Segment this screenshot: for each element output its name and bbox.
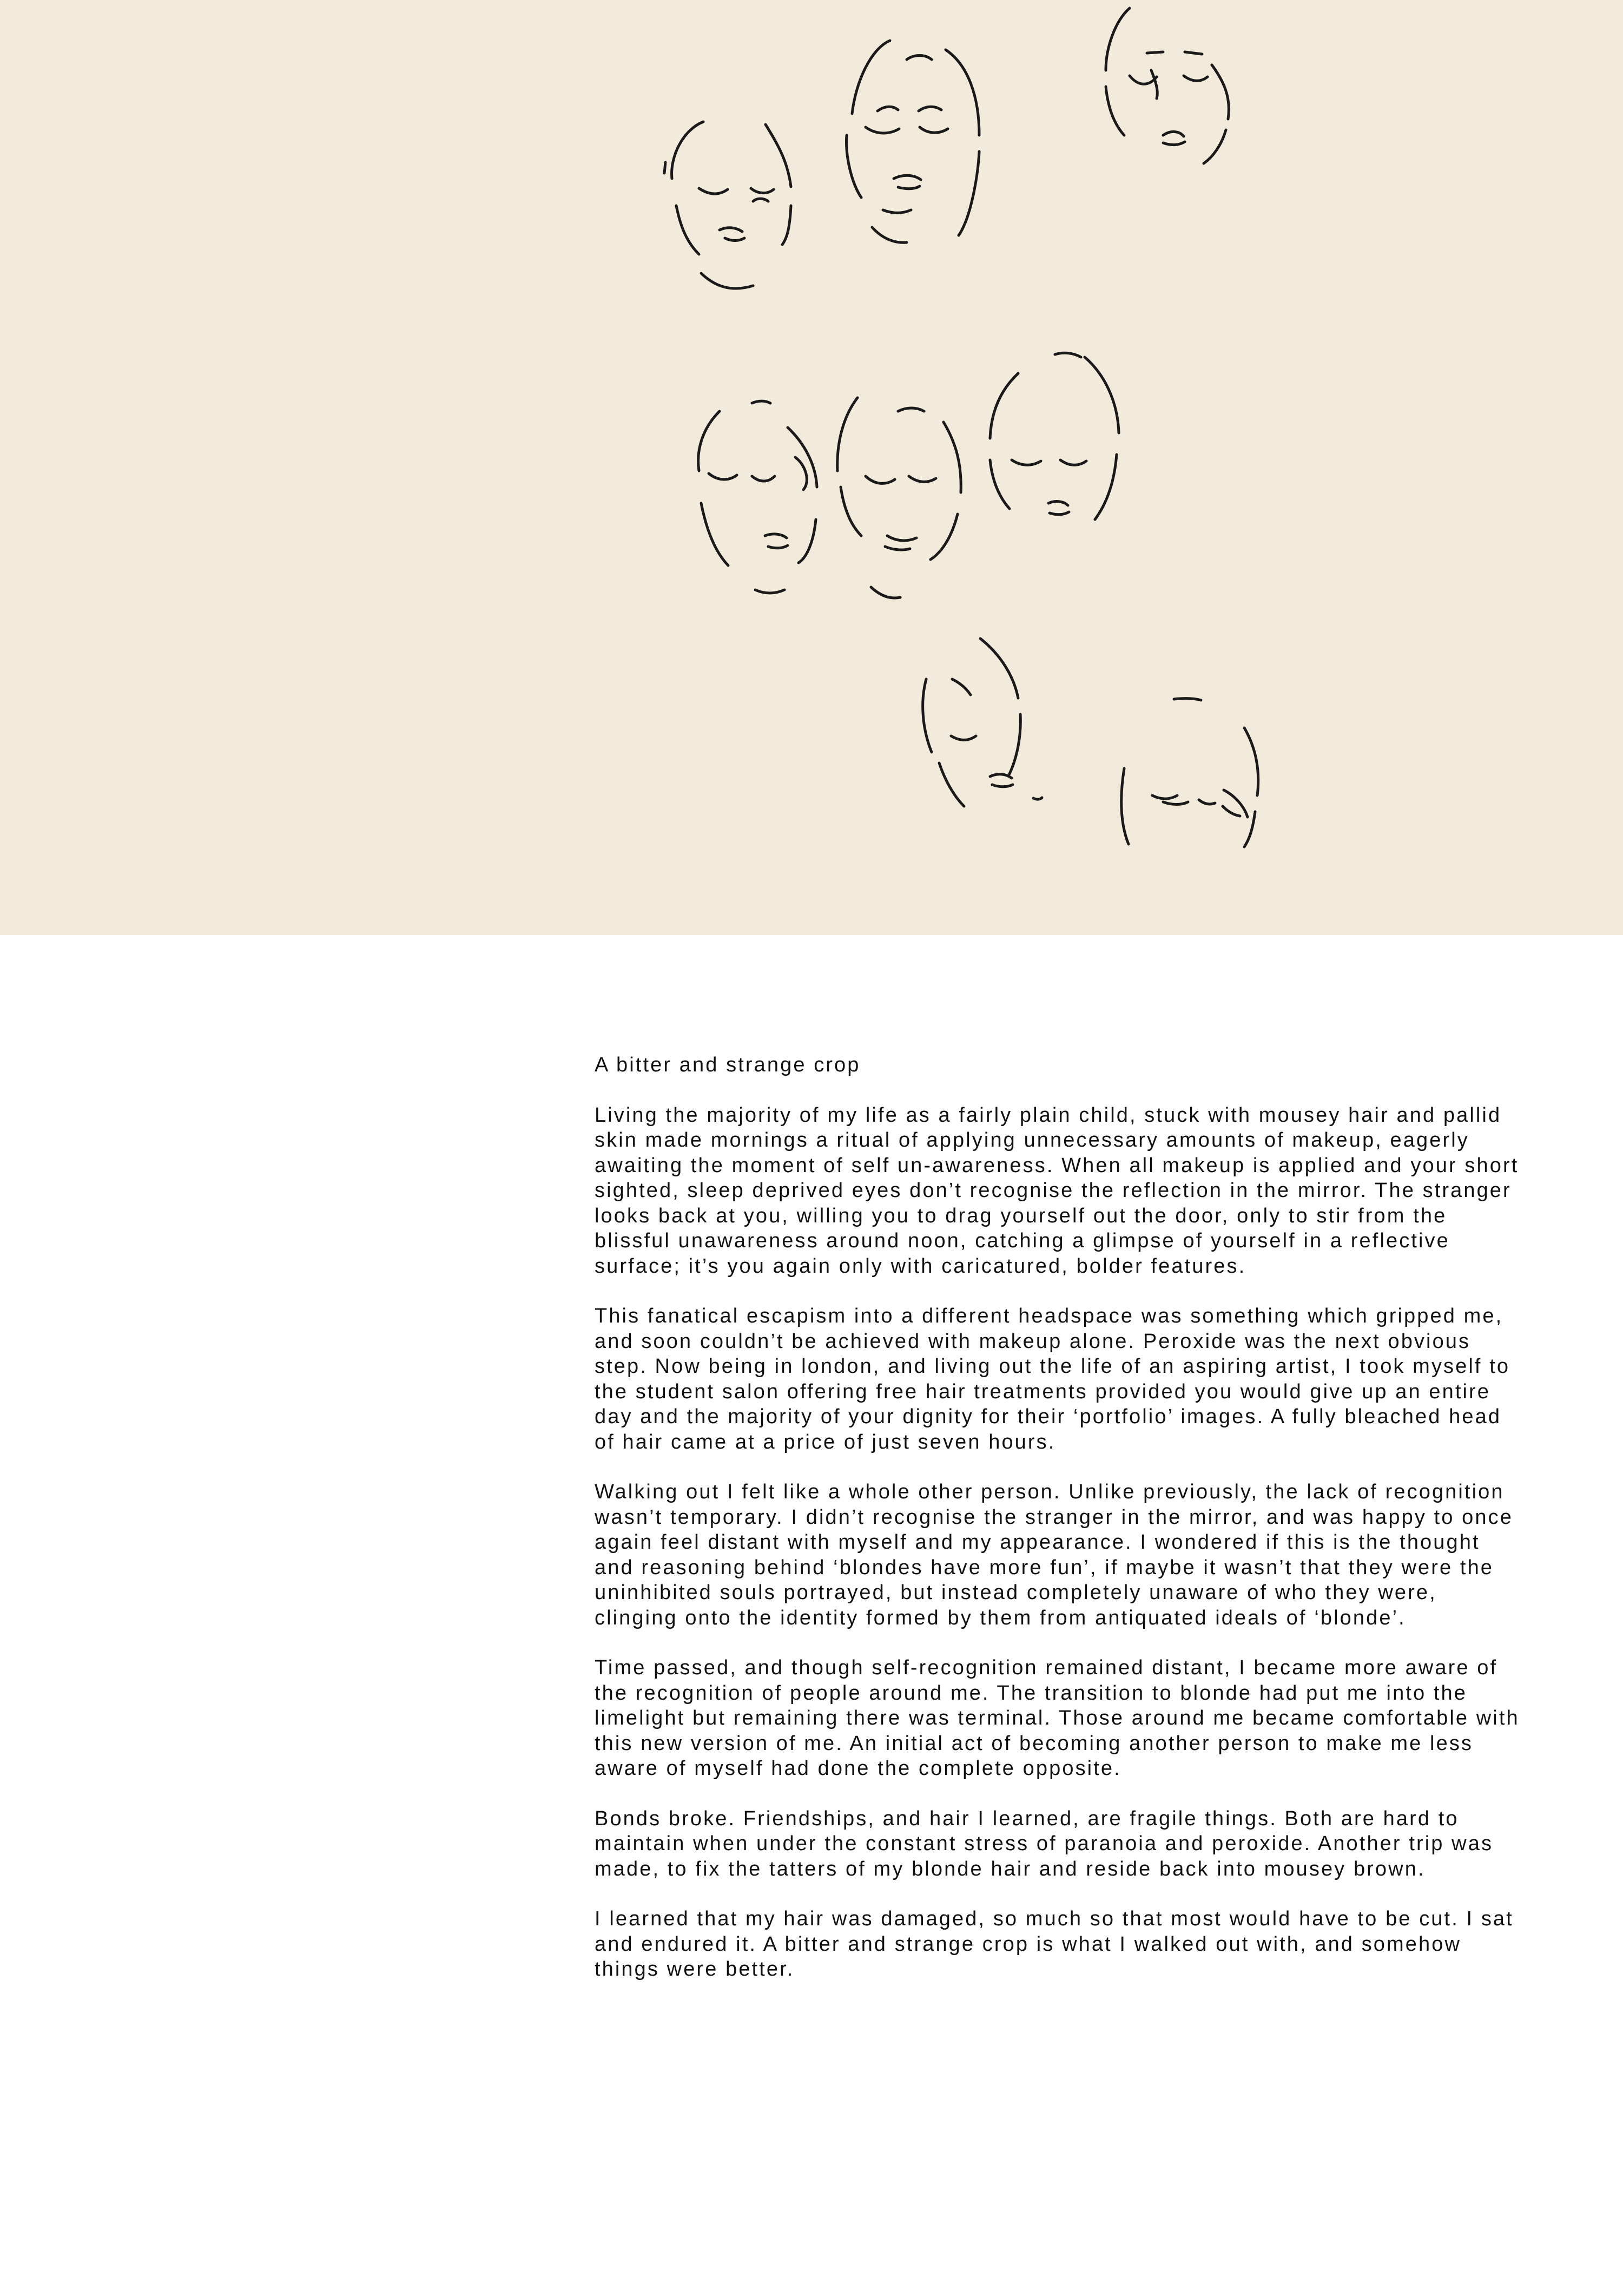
article-paragraph: This fanatical escapism into a different headspace was something which gripped me, and soon couldn’t be achieved with makeup alone. Peroxide was the next obvious step. Now being in london, and living out the life of an aspiring artist, I took myself to the student salon offering free hair treatments provided you would give up an entire day and the majority of your dignity for their ‘portfolio’ images. A fully bleached head of hair came at a price of just seven hours.	[595, 1305, 1510, 1453]
sketch-face	[1121, 699, 1258, 847]
sketch-face	[1106, 8, 1229, 163]
face-sketches-drawing	[0, 0, 1623, 935]
sketch-face	[990, 353, 1119, 519]
sketch-face	[837, 398, 961, 598]
sketch-face	[698, 401, 817, 593]
face-sketches-illustration	[0, 0, 1623, 935]
article-paragraph: Time passed, and though self-recognition remained distant, I became more aware of the recognition of people around me. The transition to blonde had put me into the limelight but remaining there was terminal. Those around me became comfortable with this new version of me. An initial act of becoming another person to make me less aware of myself had done the complete opposite.	[595, 1656, 1520, 1780]
article-paragraph: Living the majority of my life as a fairly plain child, stuck with mousey hair and pallid skin made mornings a ritual of applying unnecessary amounts of makeup, eagerly awaiting the moment of self un-awareness. When all makeup is applied and your short sighted, sleep deprived eyes don’t recognise the reflection in the mirror. The stranger looks back at you, willing you to drag yourself out the door, only to stir from the blissful unawareness around noon, catching a glimpse of yourself in a reflective surface; it’s you again only with caricatured, bolder features.	[595, 1103, 1519, 1278]
sketch-face	[847, 41, 979, 242]
sketch-face	[664, 122, 791, 288]
article	[595, 1052, 1525, 2007]
article-paragraph: Bonds broke. Friendships, and hair I learned, are fragile things. Both are hard to maintain when under the constant stress of paranoia and peroxide. Another trip was made, to fix the tatters of my blonde hair and reside back into mousey brown.	[595, 1807, 1494, 1880]
article-paragraph: Walking out I felt like a whole other person. Unlike previously, the lack of recognition wasn’t temporary. I didn’t recognise the stranger in the mirror, and was happy to once again feel distant with myself and my appearance. I wondered if this is the thought and reasoning behind ‘blondes have more fun’, if maybe it wasn’t that they were the uninhibited souls portrayed, but instead completely unaware of who they were, clinging onto the identity formed by them from antiquated ideals of ‘blonde’.	[595, 1481, 1513, 1629]
sketch-face	[923, 639, 1042, 806]
article-paragraph: I learned that my hair was damaged, so much so that most would have to be cut. I sat and endured it. A bitter and strange crop is what I walked out with, and somehow things were better.	[595, 1907, 1514, 1981]
article-title: A bitter and strange crop	[595, 1054, 861, 1076]
